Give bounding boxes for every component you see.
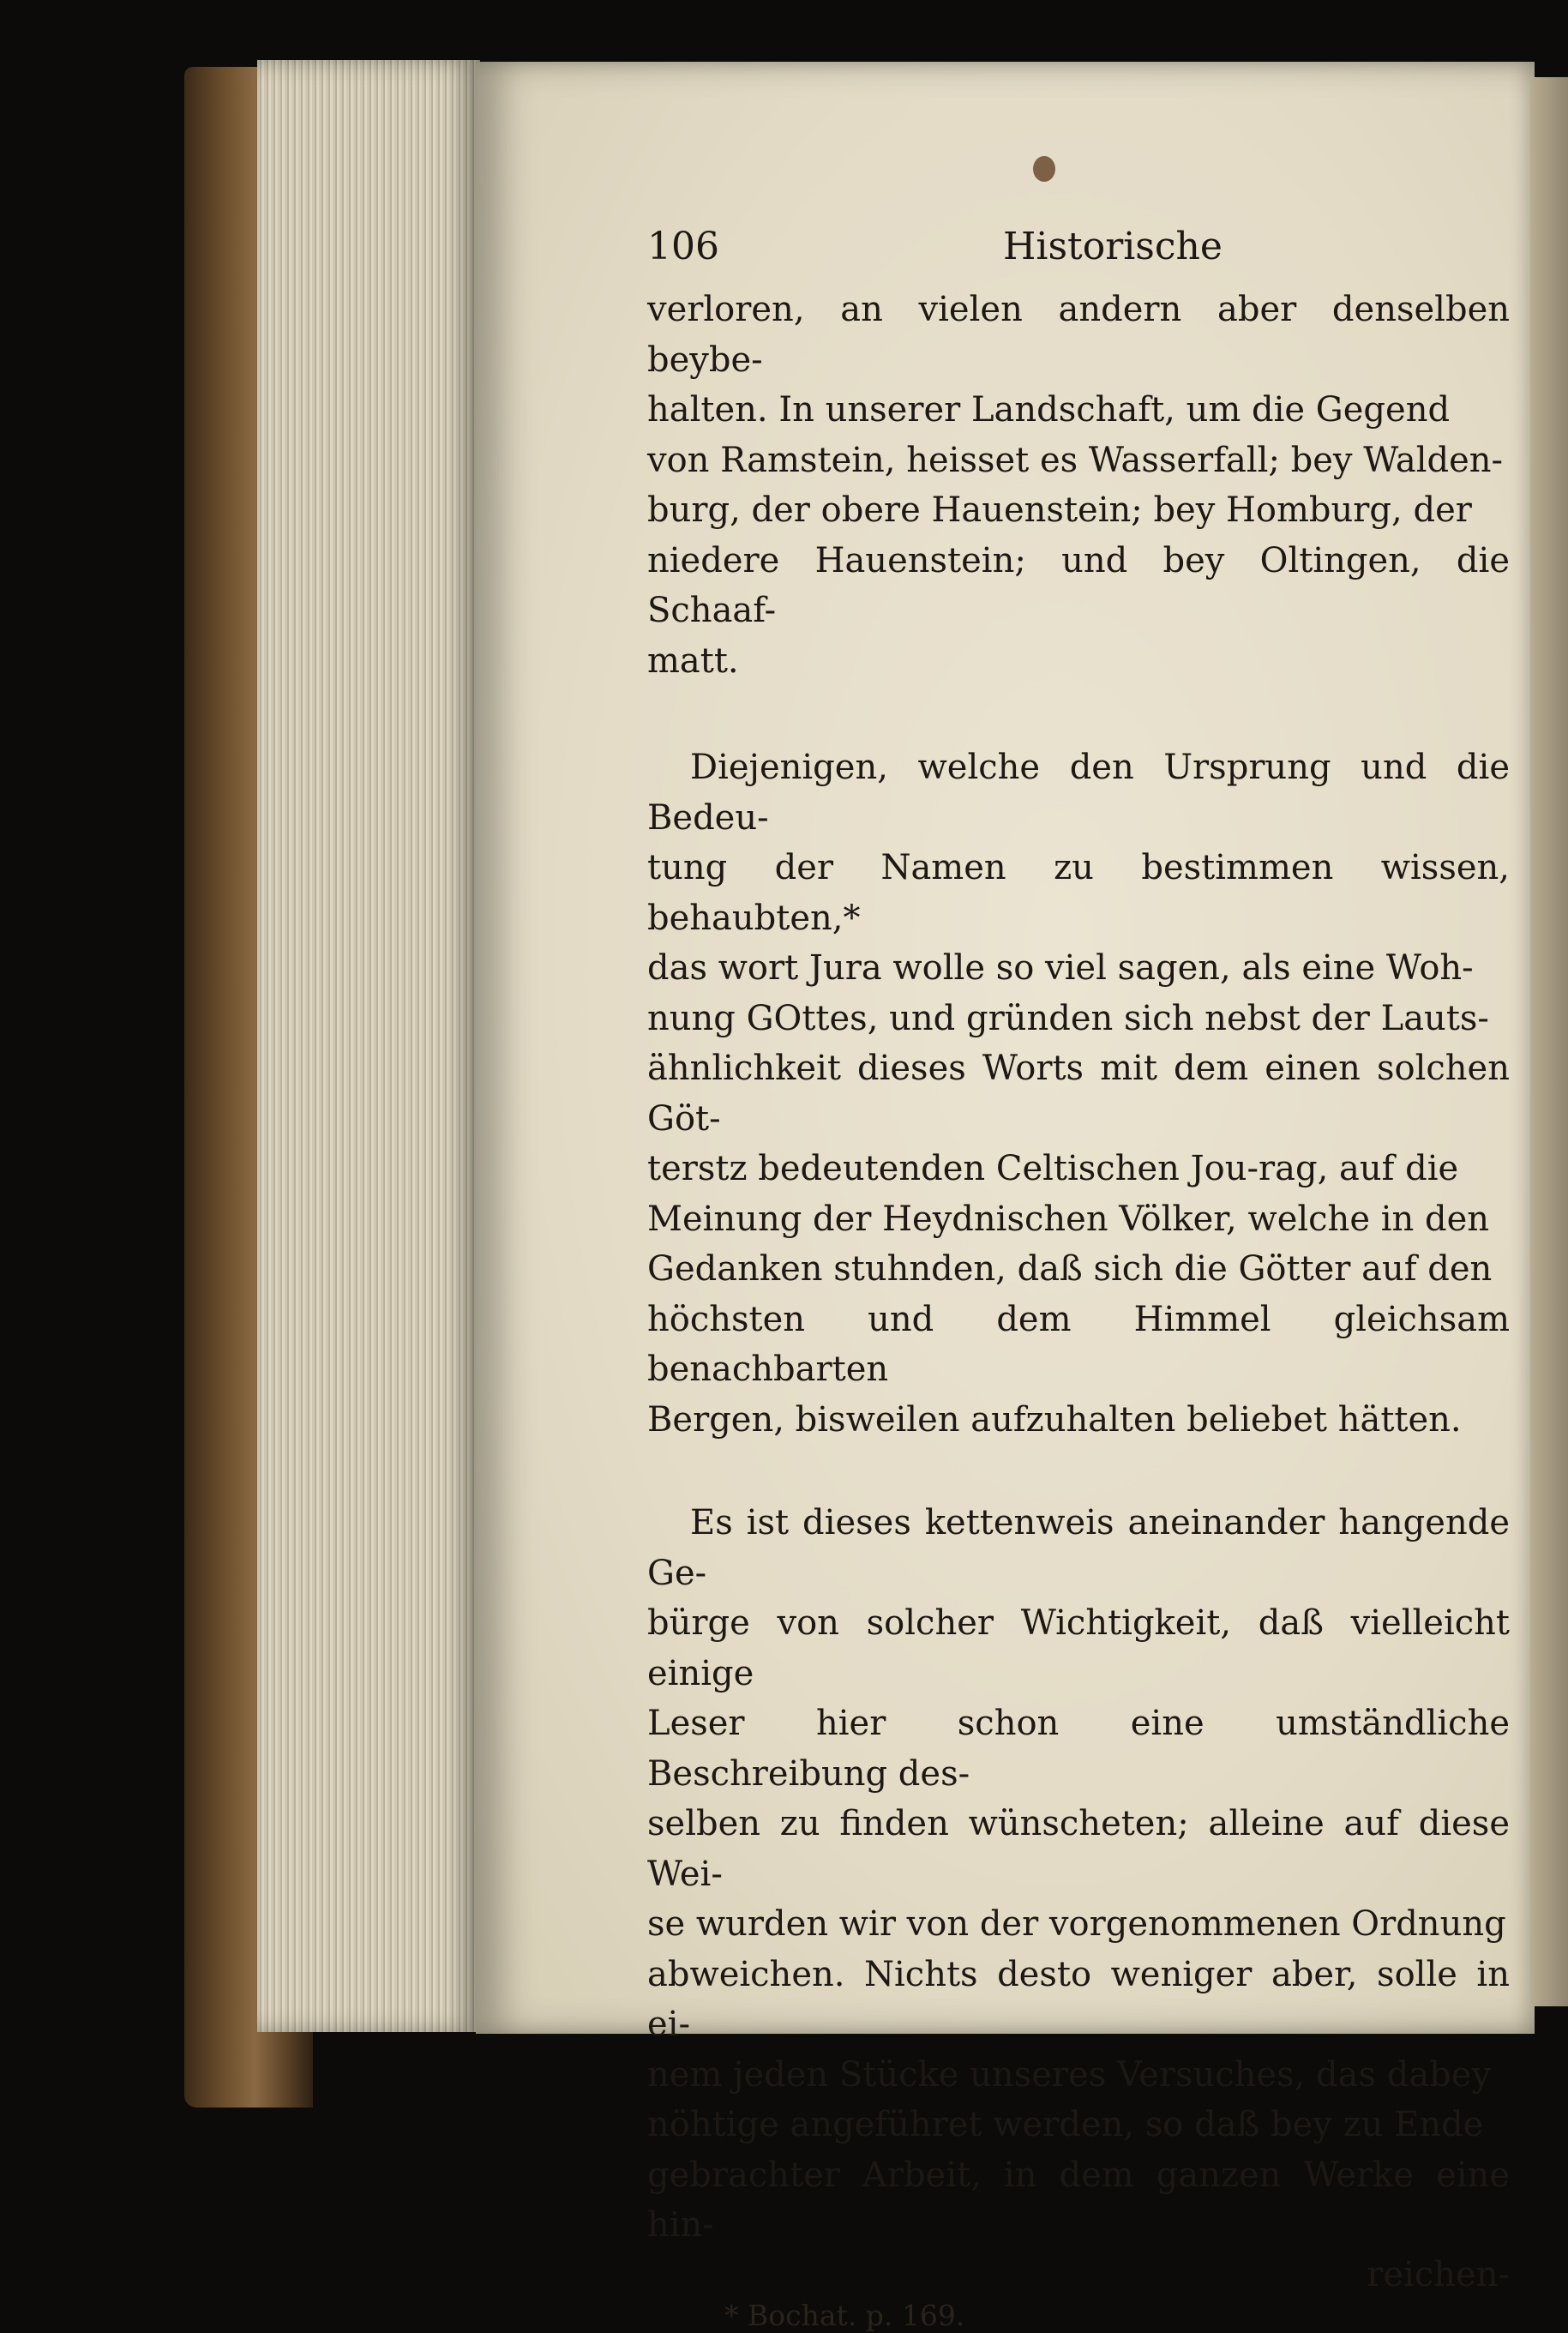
paragraph: Diejenigen, welche den Ursprung und die Bedeu- tung der Namen zu bestimmen wissen, behaubten,* das wort Jura wolle so viel sagen, als eine Woh- nung GOttes, und gründen sich nebst der Lauts- ähnlichkeit dieses Worts mit dem einen solchen Göt- terstz bedeutenden Celtischen Jou-rag, auf die Meinung der Heydnischen Völker, welche in den Gedanken stuhnden, daß sich die Götter auf den höchsten und dem Himmel gleichsam benachbarten Bergen, bisweilen aufzuhalten beliebet hätten. — [647, 748, 1510, 1440]
page-number: 106 — [647, 225, 719, 268]
page-header — [647, 225, 1510, 285]
running-head: Historische — [1003, 225, 1223, 268]
facing-page-edge — [1530, 77, 1568, 2006]
page-edges — [257, 60, 480, 2032]
paragraph: verloren, an vielen andern aber denselben beybe- halten. In unserer Landschaft, um die Gegend von Ramstein, heisset es Wasserfall; bey Walden- burg, der obere Hauenstein; bey Homburg, der niedere Hauenstein; und bey Oltingen, die Schaaf- matt. — [647, 290, 1510, 681]
catchword: reichen- — [1367, 2254, 1510, 2294]
ink-stain — [1033, 156, 1055, 182]
paragraph: Es ist dieses kettenweis aneinander hangende Ge- bürge von solcher Wichtigkeit, daß vielleicht einige Leser hier schon eine umständliche Beschreibung des- selben zu finden wünscheten; alleine auf diese Wei- se wurden wir von der vorgenommenen Ordnung abweichen. Nichts desto weniger aber, solle in ei- nem jeden Stücke unseres Versuches, das dabey nöhtige angeführet werden, so daß bey zu Ende gebrachter Arbeit, in dem ganzen Werke eine hin- — [647, 1503, 1510, 2245]
page-text — [647, 225, 1510, 2333]
footnote: * Bochat. p. 169. — [724, 2298, 965, 2332]
